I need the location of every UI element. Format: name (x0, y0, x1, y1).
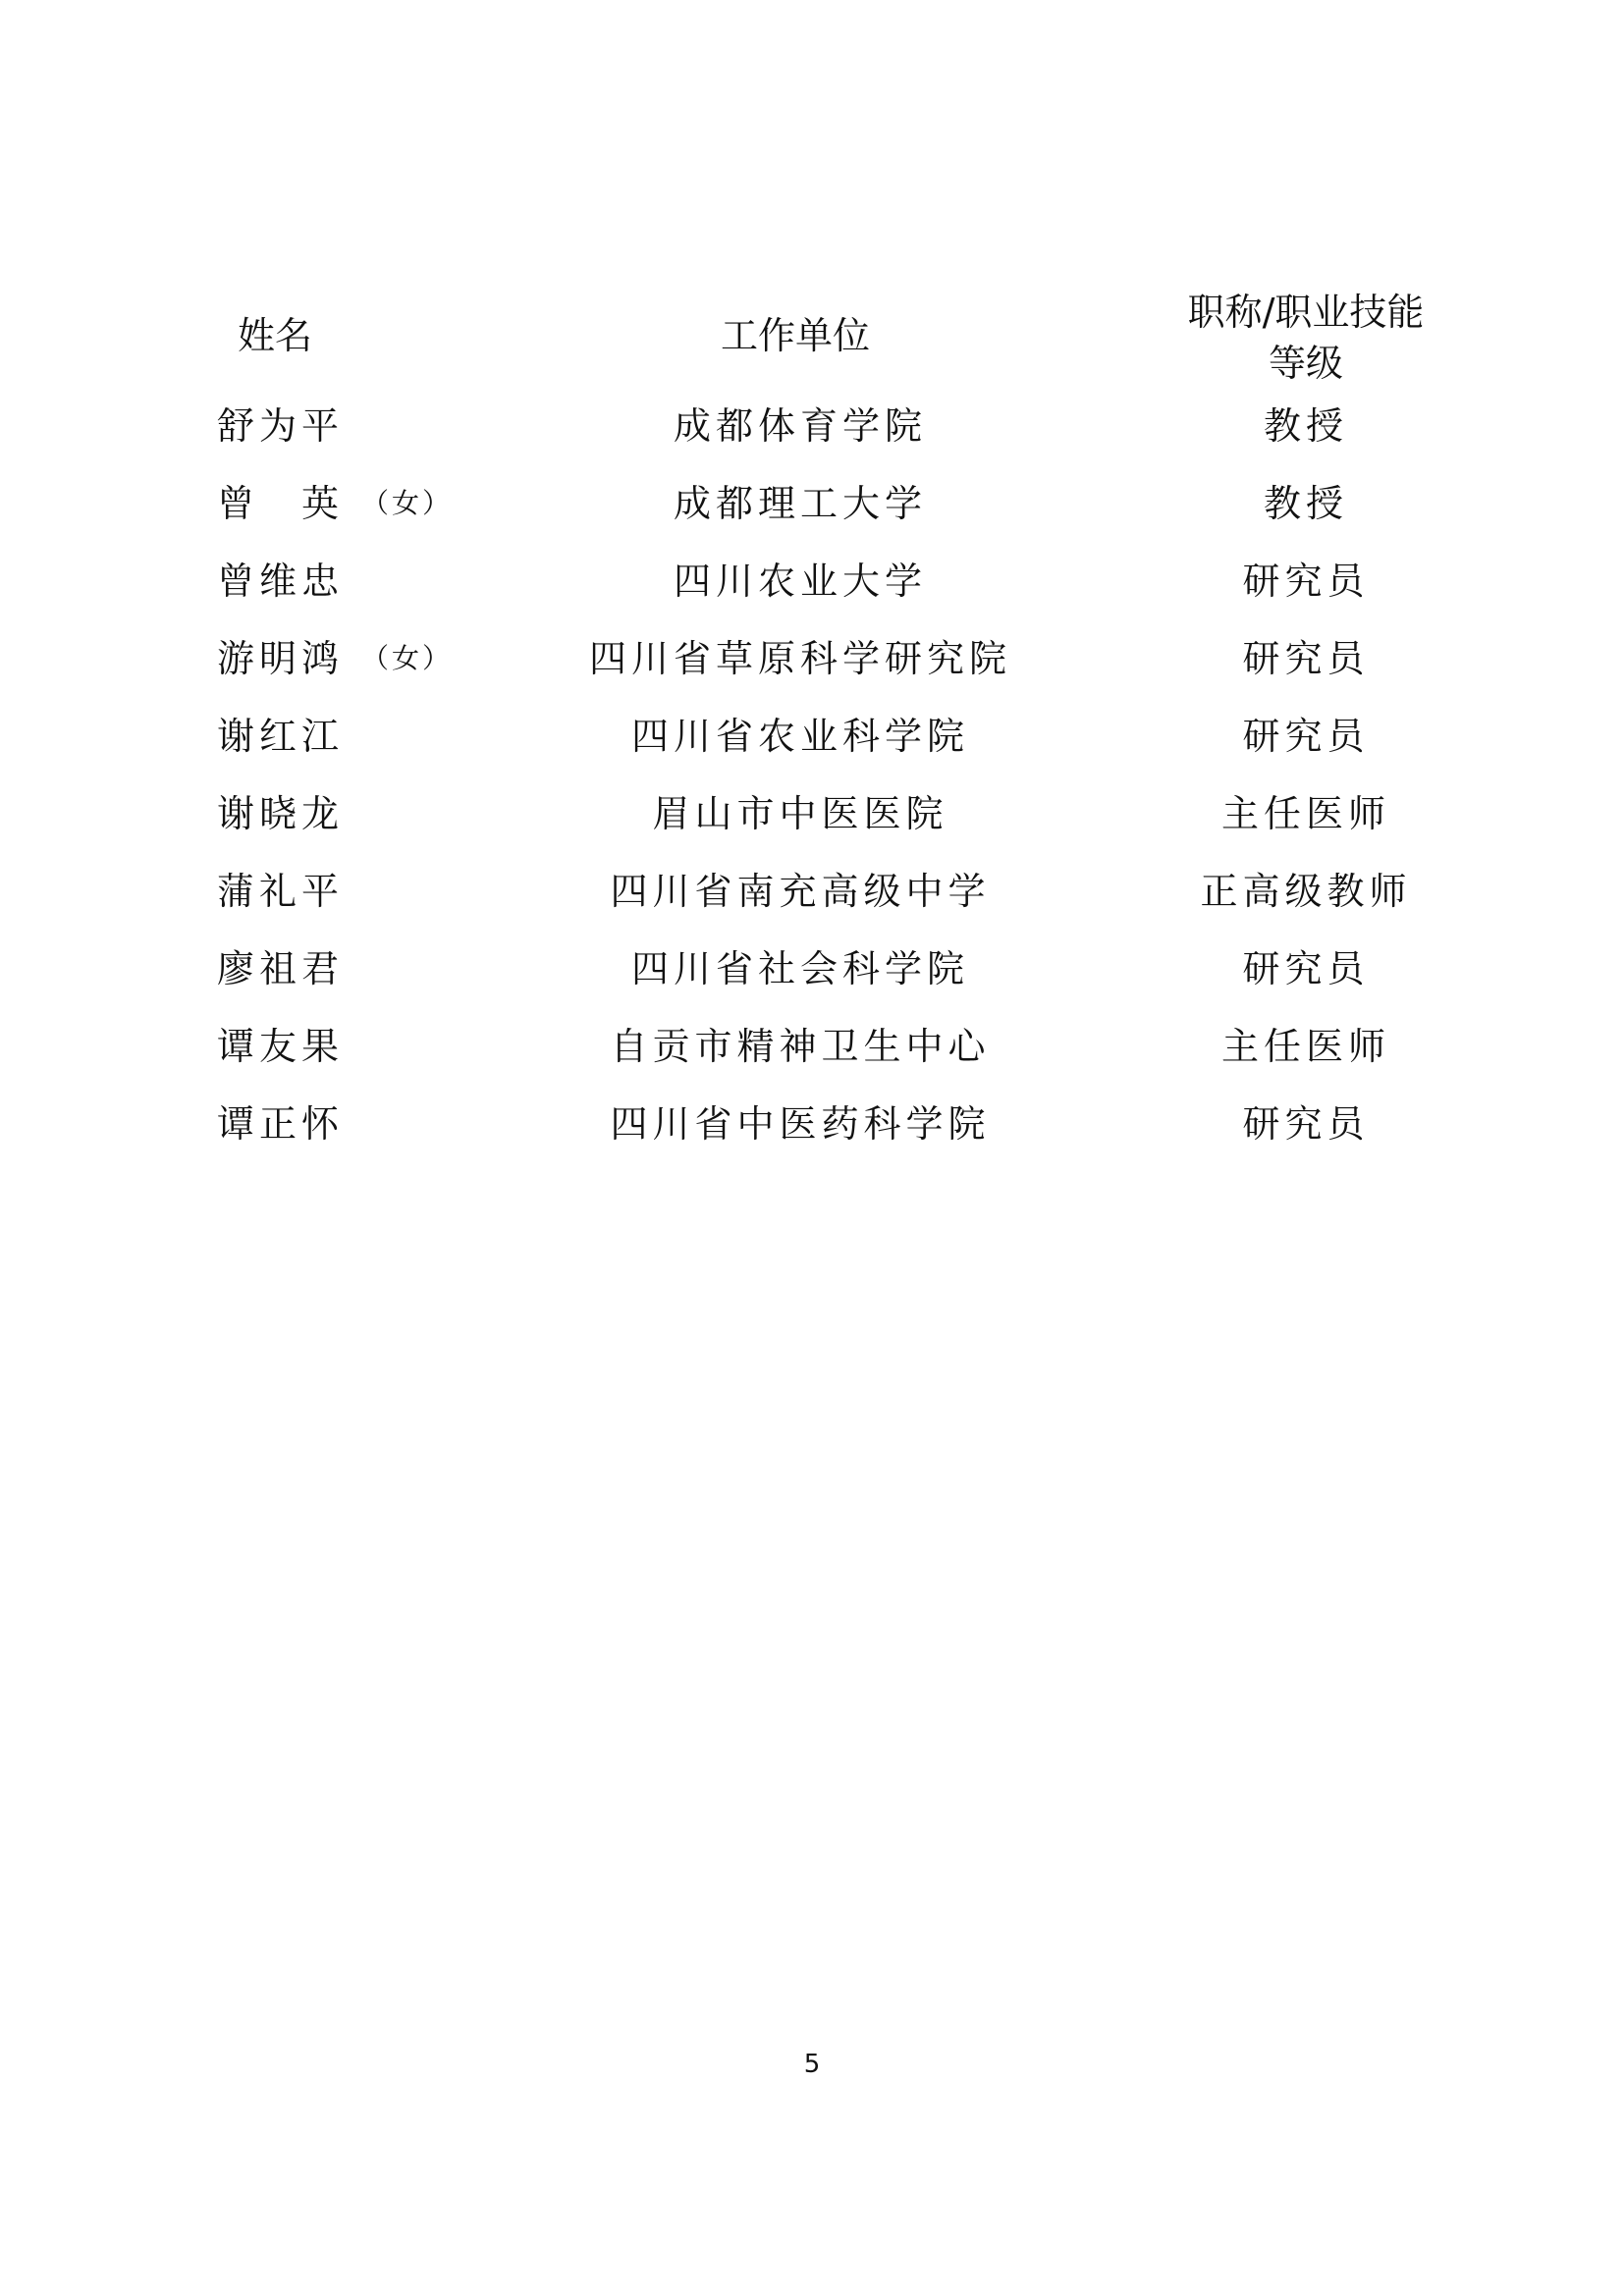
table-row (0, 629, 1624, 688)
work-unit: 四川农业大学 (673, 560, 927, 603)
work-unit: 四川省农业科学院 (630, 715, 969, 758)
person-name: 蒲礼平 (217, 870, 345, 913)
female-note: （女） (361, 487, 454, 519)
table-row (0, 784, 1624, 843)
work-unit: 眉山市中医医院 (652, 792, 948, 835)
professional-title: 研究员 (1242, 947, 1370, 990)
person-name: 谭正怀 (217, 1102, 345, 1146)
table-row (0, 939, 1624, 998)
table-row (0, 397, 1624, 455)
person-name: 谢红江 (217, 715, 345, 758)
professional-title: 教授 (1263, 482, 1348, 525)
header-title-line1: 职称/职业技能 (1187, 291, 1425, 334)
professional-title: 教授 (1263, 404, 1348, 448)
table-row (0, 1095, 1624, 1153)
table-header (0, 287, 1624, 395)
table-row (0, 862, 1624, 921)
header-title-line2: 等级 (1268, 342, 1343, 385)
work-unit: 成都理工大学 (673, 482, 927, 525)
professional-title: 研究员 (1242, 715, 1370, 758)
page-number: 5 (803, 2050, 821, 2079)
person-name: 廖祖君 (217, 947, 345, 990)
professional-title: 研究员 (1242, 637, 1370, 680)
work-unit: 成都体育学院 (673, 404, 927, 448)
header-work-unit: 工作单位 (720, 314, 870, 357)
table-row (0, 707, 1624, 766)
person-name: 谭友果 (217, 1025, 345, 1068)
header-name: 姓名 (237, 314, 312, 357)
professional-title: 主任医师 (1220, 792, 1390, 835)
professional-title: 研究员 (1242, 1102, 1370, 1146)
table-row (0, 474, 1624, 533)
female-note: （女） (361, 642, 454, 674)
work-unit: 四川省南充高级中学 (610, 870, 991, 913)
table-row (0, 552, 1624, 611)
work-unit: 四川省中医药科学院 (610, 1102, 991, 1146)
professional-title: 正高级教师 (1200, 870, 1412, 913)
professional-title: 主任医师 (1220, 1025, 1390, 1068)
person-name: 曾维忠 (217, 560, 345, 603)
person-name: 谢晓龙 (217, 792, 345, 835)
professional-title: 研究员 (1242, 560, 1370, 603)
work-unit: 自贡市精神卫生中心 (610, 1025, 991, 1068)
table-row (0, 1017, 1624, 1076)
person-name: 曾 英 (217, 482, 345, 525)
header-title (1129, 287, 1483, 389)
work-unit: 四川省草原科学研究院 (588, 637, 1011, 680)
work-unit: 四川省社会科学院 (630, 947, 969, 990)
person-name: 舒为平 (217, 404, 345, 448)
person-name: 游明鸿 (217, 637, 345, 680)
